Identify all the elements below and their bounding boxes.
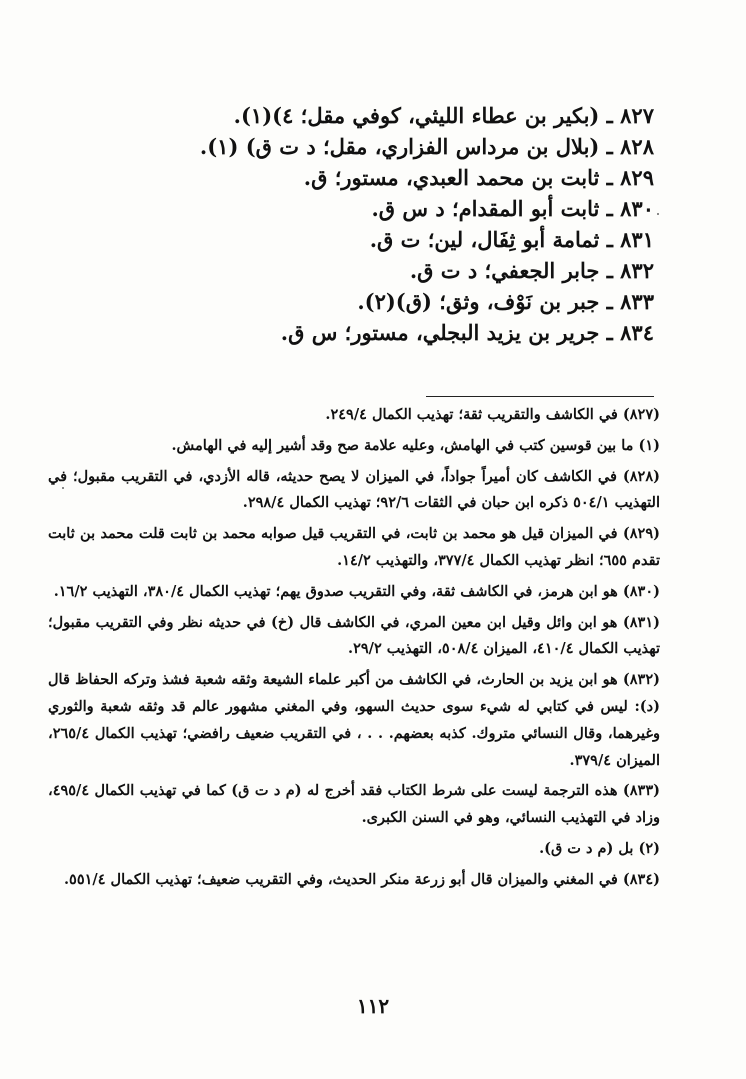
entry-828: ٨٢٨ ـ (بلال بن مرداس الفزاري، مقل؛ د ت ق) (١). [199,134,654,159]
footnote-marker-1: (١) ما بين قوسين كتب في الهامش، وعليه علامة صح وقد أشير إليه في الهامش. [171,436,660,454]
footnote-831: (٨٣١) هو ابن وائل وقيل ابن معين المري، في الكاشف قال (خ) في حديثه نظر وفي التقريب مقبول؛ تهذيب الكمال ٤١٠/٤، الميزان ٥٠٨/٤، التهذيب ٢٩/٢. [48,613,660,658]
footnote-827: (٨٢٧) في الكاشف والتقريب ثقة؛ تهذيب الكمال ٢٤٩/٤. [325,406,660,423]
scan-speck [62,487,64,489]
scan-speck [657,213,659,215]
footnote-830: (٨٣٠) هو ابن هرمز، في الكاشف ثقة، وفي التقريب صدوق يهم؛ تهذيب الكمال ٣٨٠/٤، التهذيب ١٦/٢. [53,582,660,600]
entry-829: ٨٢٩ ـ ثابت بن محمد العبدي، مستور؛ ق. [303,165,654,190]
narrator-entries [94,100,654,348]
footnote-829: (٨٢٩) في الميزان قيل هو محمد بن ثابت، في التقريب قيل صوابه محمد بن ثابت قلت محمد بن ثابت تقدم ٦٥٥؛ انظر تهذيب الكمال ٣٧٧/٤، والتهذيب ١٤/٢. [48,525,660,569]
entry-827: ٨٢٧ ـ (بكير بن عطاء الليثي، كوفي مقل؛ ٤)(١). [233,103,654,128]
entry-833: ٨٣٣ ـ جبر بن نَوْف، وثق؛ (ق)(٢). [357,289,654,314]
footnote-divider [426,396,654,397]
entry-832: ٨٣٢ ـ جابر الجعفي؛ د ت ق. [409,258,654,283]
footnote-marker-2: (٢) بل (م د ت ق). [539,839,660,857]
footnote-833: (٨٣٣) هذه الترجمة ليست على شرط الكتاب فقد أخرج له (م د ت ق) كما في تهذيب الكمال ٤٩٥/٤، وزاد في التهذيب النسائي، وهو في السنن الكبرى. [48,782,660,827]
entry-830: ٨٣٠ ـ ثابت أبو المقدام؛ د س ق. [371,196,654,221]
entry-834: ٨٣٤ ـ جرير بن يزيد البجلي، مستور؛ س ق. [280,320,654,345]
entry-831: ٨٣١ ـ ثمامة أبو ثِفَال، لين؛ ت ق. [369,227,654,252]
page-number: ١١٢ [356,994,390,1018]
footnote-832: (٨٣٢) هو ابن يزيد بن الحارث، في الكاشف من أكبر علماء الشيعة وثقه شعبة فشذ وتركه الحفاظ قال (د): ليس في كتابي له شيء سوى حديث السهو، وفي المغني مشهور عالم قد وثقه شعبة والثوري وغيرهما، وقال النسائي متروك. كذبه بعضهم. . . ، في التقريب ضعيف رافضي؛ تهذيب الكمال ٢٦٥/٤، الميزان ٣٧٩/٤. [48,671,660,769]
footnotes [48,402,660,898]
footnote-834: (٨٣٤) في المغني والميزان قال أبو زرعة منكر الحديث، وفي التقريب ضعيف؛ تهذيب الكمال ٥٥١/٤. [63,870,660,888]
footnote-828: (٨٢٨) في الكاشف كان أميراً جواداً، في الميزان لا يصح حديثه، قاله الأزدي، في التقريب مقبول؛ في التهذيب ٥٠٤/١ ذكره ابن حبان في الثقات ٩٢/٦؛ تهذيب الكمال ٢٩٨/٤. [48,467,660,512]
